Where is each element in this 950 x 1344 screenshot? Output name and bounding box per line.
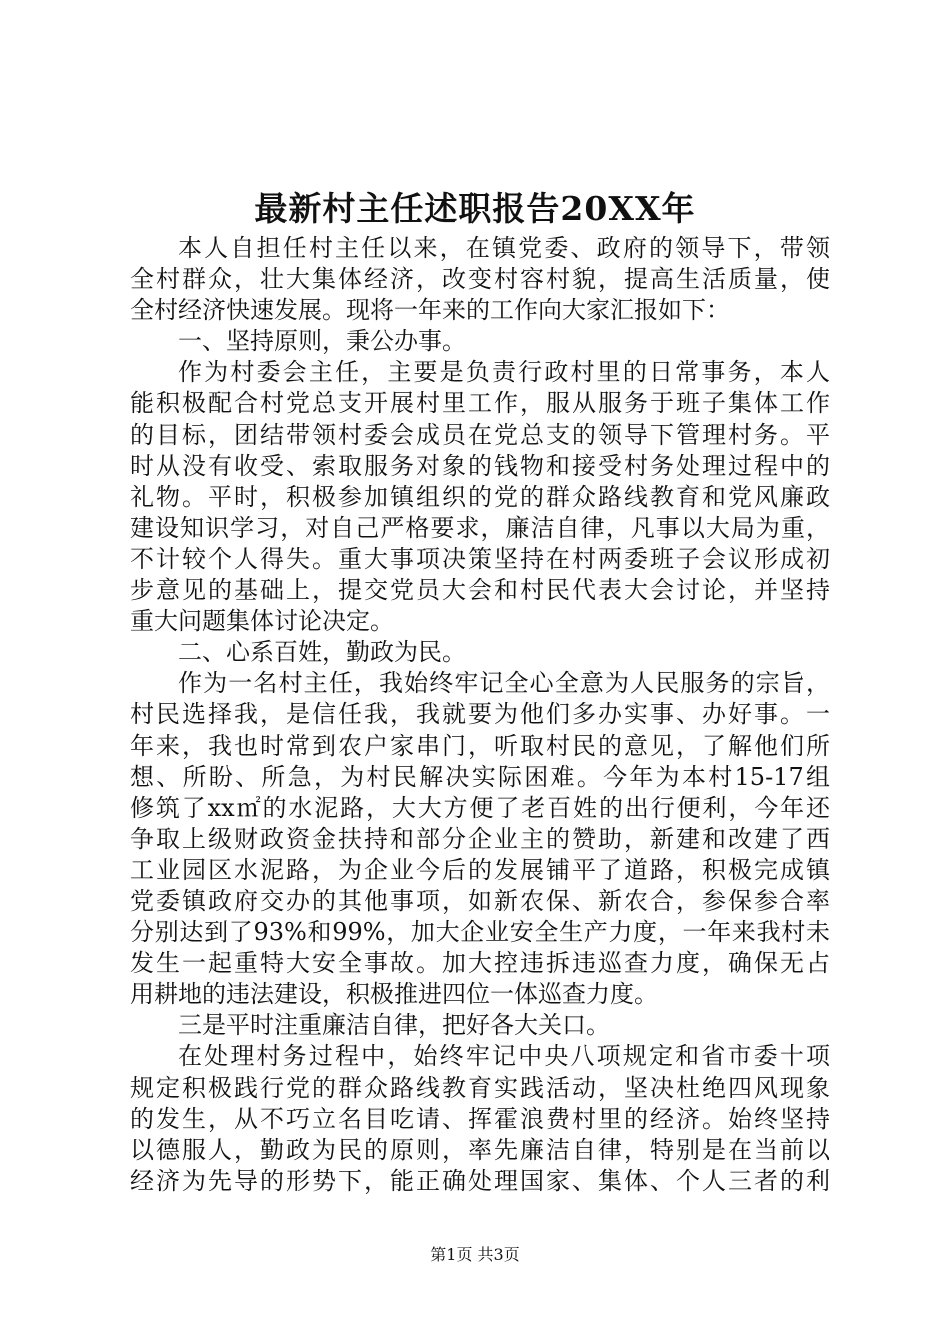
body-line: 建设知识学习，对自己严格要求，廉洁自律，凡事以大局为重， xyxy=(130,513,830,542)
body-line: 的目标，团结带领村委会成员在党总支的领导下管理村务。平 xyxy=(130,420,830,449)
body-line: 工业园区水泥路，为企业今后的发展铺平了道路，积极完成镇 xyxy=(130,855,830,884)
body-line: 礼物。平时，积极参加镇组织的党的群众路线教育和党风廉政 xyxy=(130,482,830,511)
body-line: 在处理村务过程中，始终牢记中央八项规定和省市委十项 xyxy=(178,1042,830,1071)
body-line: 村民选择我，是信任我，我就要为他们多办实事、办好事。一 xyxy=(130,700,830,729)
body-line: 修筑了xx㎡的水泥路，大大方便了老百姓的出行便利，今年还 xyxy=(130,793,830,822)
body-line: 争取上级财政资金扶持和部分企业主的赞助，新建和改建了西 xyxy=(130,824,830,853)
body-line: 年来，我也时常到农户家串门，听取村民的意见，了解他们所 xyxy=(130,731,830,760)
body-line: 党委镇政府交办的其他事项，如新农保、新农合，参保参合率 xyxy=(130,886,830,915)
body-line: 作为村委会主任，主要是负责行政村里的日常事务，本人 xyxy=(178,358,830,387)
body-line: 时从没有收受、索取服务对象的钱物和接受村务处理过程中的 xyxy=(130,451,830,480)
body-line: 步意见的基础上，提交党员大会和村民代表大会讨论，并坚持 xyxy=(130,576,830,605)
body-line: 全村群众，壮大集体经济，改变村容村貌，提高生活质量，使 xyxy=(130,265,830,294)
body-line: 想、所盼、所急，为村民解决实际困难。今年为本村15-17组 xyxy=(130,762,830,791)
body-line: 经济为先导的形势下，能正确处理国家、集体、个人三者的利 xyxy=(130,1166,830,1195)
body-line: 以德服人，勤政为民的原则，率先廉洁自律，特别是在当前以 xyxy=(130,1135,830,1164)
body-line: 重大问题集体讨论决定。 xyxy=(130,607,394,636)
body-line: 作为一名村主任，我始终牢记全心全意为人民服务的宗旨， xyxy=(178,669,830,698)
body-line: 发生一起重特大安全事故。加大控违拆违巡查力度，确保无占 xyxy=(130,949,830,978)
page-footer: 第1页 共3页 xyxy=(430,1245,520,1264)
document-body xyxy=(130,233,830,1197)
body-line: 能积极配合村党总支开展村里工作，服从服务于班子集体工作 xyxy=(130,389,830,418)
body-line: 全村经济快速发展。现将一年来的工作向大家汇报如下： xyxy=(130,296,730,325)
body-line: 一、坚持原则，秉公办事。 xyxy=(178,327,466,356)
body-line: 分别达到了93%和99%，加大企业安全生产力度，一年来我村未 xyxy=(130,918,830,947)
body-line: 规定积极践行党的群众路线教育实践活动，坚决杜绝四风现象 xyxy=(130,1073,830,1102)
body-line: 三是平时注重廉洁自律，把好各大关口。 xyxy=(178,1011,610,1040)
body-line: 本人自担任村主任以来，在镇党委、政府的领导下，带领 xyxy=(178,234,830,262)
body-line: 用耕地的违法建设，积极推进四位一体巡查力度。 xyxy=(130,980,658,1009)
body-line: 的发生，从不巧立名目吃请、挥霍浪费村里的经济。始终坚持 xyxy=(130,1104,830,1133)
body-line: 不计较个人得失。重大事项决策坚持在村两委班子会议形成初 xyxy=(130,544,830,573)
body-line: 二、心系百姓，勤政为民。 xyxy=(178,638,466,667)
document-title: 最新村主任述职报告20XX年 xyxy=(254,189,696,228)
